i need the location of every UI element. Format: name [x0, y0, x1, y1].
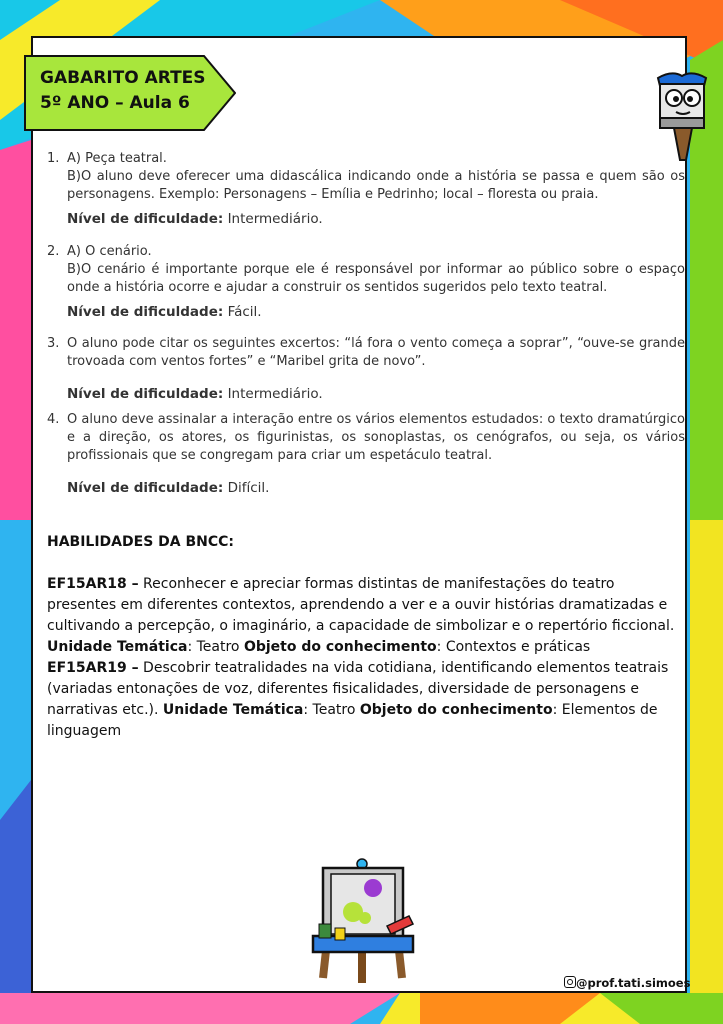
difficulty-value: Difícil.	[227, 480, 270, 496]
bncc-section	[47, 532, 675, 742]
difficulty-value: Intermediário.	[227, 386, 323, 402]
unit-value: : Teatro	[187, 639, 244, 655]
question-number: 4.	[47, 412, 60, 427]
header-line-2: 5º ANO – Aula 6	[40, 93, 190, 113]
difficulty-value: Intermediário.	[227, 211, 323, 227]
object-label: Objeto do conhecimento	[243, 639, 437, 655]
question-2	[47, 243, 685, 321]
unit-value: : Teatro	[303, 702, 360, 718]
answer-a: A) Peça teatral.	[67, 151, 167, 166]
header-line-1: GABARITO ARTES	[40, 68, 206, 88]
skill-code: EF15AR18 –	[47, 576, 139, 592]
answer-b: B)O aluno deve oferecer uma didascálica indicando onde a história se passa e quem são os personagens. Exemplo: Personagens – Emília e Pedrinho; local – floresta ou praia.	[67, 169, 685, 202]
bncc-title: HABILIDADES DA BNCC:	[47, 534, 235, 550]
easel-illustration-icon	[305, 858, 420, 988]
question-1	[47, 150, 685, 228]
skill-ef15ar19	[47, 658, 675, 742]
answer-b: B)O cenário é importante porque ele é responsável por informar ao público sobre o espaço onde a história ocorre e ajudar a construir os sentidos sugeridos pelo texto teatral.	[67, 262, 685, 295]
answer-a: A) O cenário.	[67, 244, 152, 259]
unit-label: Unidade Temática	[47, 639, 188, 655]
object-value: : Elementos de linguagem	[47, 702, 658, 739]
question-number: 1.	[47, 151, 60, 166]
handle-text: @prof.tati.simoes	[576, 976, 691, 990]
difficulty-label: Nível de dificuldade:	[67, 386, 224, 402]
answer-text: O aluno pode citar os seguintes excertos: “lá fora o vento começa a soprar”, “ouve-se grande trovoada com ventos fortes” e “Maribel grita de novo”.	[67, 336, 685, 369]
question-3	[47, 335, 685, 403]
difficulty-level	[67, 385, 685, 403]
question-4	[47, 411, 685, 497]
header-title	[40, 66, 206, 116]
unit-label: Unidade Temática	[162, 702, 304, 718]
skill-ef15ar18	[47, 574, 675, 658]
answer-text: O aluno deve assinalar a interação entre os vários elementos estudados: o texto dramatúrgico e a direção, os atores, os figurinistas, os sonoplastas, os cenógrafos, ou seja, os vários profissionais que se congregam para criar um espetáculo teatral.	[67, 412, 685, 463]
difficulty-level	[67, 303, 685, 321]
difficulty-label: Nível de dificuldade:	[67, 211, 224, 227]
object-value: : Contextos e práticas	[436, 639, 591, 655]
difficulty-label: Nível de dificuldade:	[67, 480, 224, 496]
skill-code: EF15AR19 –	[47, 660, 139, 676]
skill-text: Descobrir teatralidades na vida cotidiana, identificando elementos teatrais (variadas entonações de voz, diferentes fisicalidades, diversidade de personagens e narrativas etc.).	[47, 660, 669, 718]
difficulty-label: Nível de dificuldade:	[67, 304, 224, 320]
difficulty-value: Fácil.	[227, 304, 262, 320]
author-handle	[564, 976, 690, 990]
difficulty-level	[67, 210, 685, 228]
instagram-icon	[564, 976, 576, 988]
question-number: 3.	[47, 336, 60, 351]
question-number: 2.	[47, 244, 60, 259]
object-label: Objeto do conhecimento	[359, 702, 553, 718]
skill-text: Reconhecer e apreciar formas distintas de manifestações do teatro presentes em diferentes contextos, aprendendo a ver e a ouvir histórias dramatizadas e cultivando a percepção, o imaginário, a capacidade de simbolizar e o repertório ficcional.	[47, 576, 675, 634]
difficulty-level	[67, 479, 685, 497]
